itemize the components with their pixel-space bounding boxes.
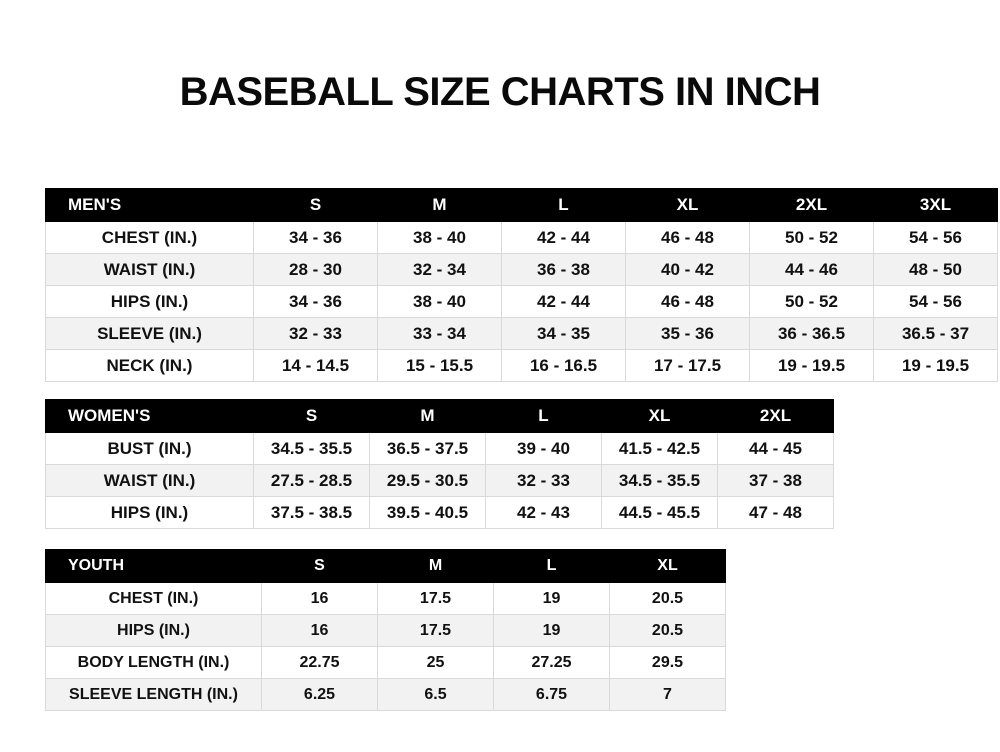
table-header-row [46,550,726,583]
cell: 41.5 - 42.5 [602,433,718,465]
cell: 44 - 45 [718,433,834,465]
table-row [46,679,726,711]
cell: 42 - 44 [502,222,626,254]
cell: 28 - 30 [254,254,378,286]
cell: 32 - 33 [486,465,602,497]
row-label: CHEST (IN.) [46,222,254,254]
cell: 54 - 56 [874,222,998,254]
column-header-2xl: 2XL [750,189,874,222]
cell: 34 - 36 [254,286,378,318]
column-header-2xl: 2XL [718,400,834,433]
womens-size-table [45,399,834,529]
table-header-row [46,189,998,222]
column-header-xl: XL [610,550,726,583]
column-header-l: L [494,550,610,583]
cell: 15 - 15.5 [378,350,502,382]
cell: 46 - 48 [626,222,750,254]
column-header-l: L [502,189,626,222]
row-label: SLEEVE LENGTH (IN.) [46,679,262,711]
cell: 20.5 [610,583,726,615]
row-label: BODY LENGTH (IN.) [46,647,262,679]
table-row [46,254,998,286]
table-row [46,286,998,318]
table-row [46,433,834,465]
cell: 54 - 56 [874,286,998,318]
cell: 6.75 [494,679,610,711]
cell: 7 [610,679,726,711]
cell: 22.75 [262,647,378,679]
cell: 6.25 [262,679,378,711]
row-label: HIPS (IN.) [46,497,254,529]
cell: 25 [378,647,494,679]
cell: 32 - 33 [254,318,378,350]
column-header-womens: WOMEN'S [46,400,254,433]
cell: 27.5 - 28.5 [254,465,370,497]
table-row [46,350,998,382]
table-row [46,583,726,615]
cell: 47 - 48 [718,497,834,529]
cell: 50 - 52 [750,222,874,254]
cell: 39 - 40 [486,433,602,465]
cell: 36 - 38 [502,254,626,286]
cell: 17.5 [378,583,494,615]
cell: 37.5 - 38.5 [254,497,370,529]
cell: 14 - 14.5 [254,350,378,382]
cell: 16 - 16.5 [502,350,626,382]
column-header-3xl: 3XL [874,189,998,222]
row-label: CHEST (IN.) [46,583,262,615]
cell: 16 [262,615,378,647]
cell: 32 - 34 [378,254,502,286]
cell: 37 - 38 [718,465,834,497]
cell: 29.5 - 30.5 [370,465,486,497]
row-label: HIPS (IN.) [46,615,262,647]
cell: 34 - 36 [254,222,378,254]
mens-size-table [45,188,998,382]
table-row [46,497,834,529]
column-header-m: M [370,400,486,433]
cell: 38 - 40 [378,286,502,318]
cell: 39.5 - 40.5 [370,497,486,529]
cell: 6.5 [378,679,494,711]
row-label: SLEEVE (IN.) [46,318,254,350]
cell: 17.5 [378,615,494,647]
row-label: WAIST (IN.) [46,465,254,497]
column-header-youth: YOUTH [46,550,262,583]
cell: 35 - 36 [626,318,750,350]
cell: 16 [262,583,378,615]
row-label: NECK (IN.) [46,350,254,382]
column-header-xl: XL [602,400,718,433]
cell: 42 - 43 [486,497,602,529]
cell: 44 - 46 [750,254,874,286]
cell: 50 - 52 [750,286,874,318]
row-label: HIPS (IN.) [46,286,254,318]
row-label: BUST (IN.) [46,433,254,465]
cell: 36.5 - 37 [874,318,998,350]
cell: 46 - 48 [626,286,750,318]
cell: 36 - 36.5 [750,318,874,350]
row-label: WAIST (IN.) [46,254,254,286]
cell: 27.25 [494,647,610,679]
column-header-m: M [378,550,494,583]
column-header-m: M [378,189,502,222]
table-row [46,615,726,647]
table-row [46,318,998,350]
cell: 34.5 - 35.5 [254,433,370,465]
cell: 29.5 [610,647,726,679]
cell: 42 - 44 [502,286,626,318]
cell: 34.5 - 35.5 [602,465,718,497]
cell: 19 - 19.5 [750,350,874,382]
cell: 19 [494,583,610,615]
column-header-s: S [262,550,378,583]
table-header-row [46,400,834,433]
table-row [46,465,834,497]
cell: 19 [494,615,610,647]
column-header-xl: XL [626,189,750,222]
cell: 34 - 35 [502,318,626,350]
cell: 19 - 19.5 [874,350,998,382]
cell: 20.5 [610,615,726,647]
column-header-mens: MEN'S [46,189,254,222]
column-header-l: L [486,400,602,433]
cell: 17 - 17.5 [626,350,750,382]
cell: 44.5 - 45.5 [602,497,718,529]
table-row [46,647,726,679]
cell: 40 - 42 [626,254,750,286]
cell: 48 - 50 [874,254,998,286]
youth-size-table [45,549,726,711]
table-row [46,222,998,254]
column-header-s: S [254,189,378,222]
cell: 33 - 34 [378,318,502,350]
column-header-s: S [254,400,370,433]
cell: 38 - 40 [378,222,502,254]
cell: 36.5 - 37.5 [370,433,486,465]
page-title: BASEBALL SIZE CHARTS IN INCH [179,70,821,114]
